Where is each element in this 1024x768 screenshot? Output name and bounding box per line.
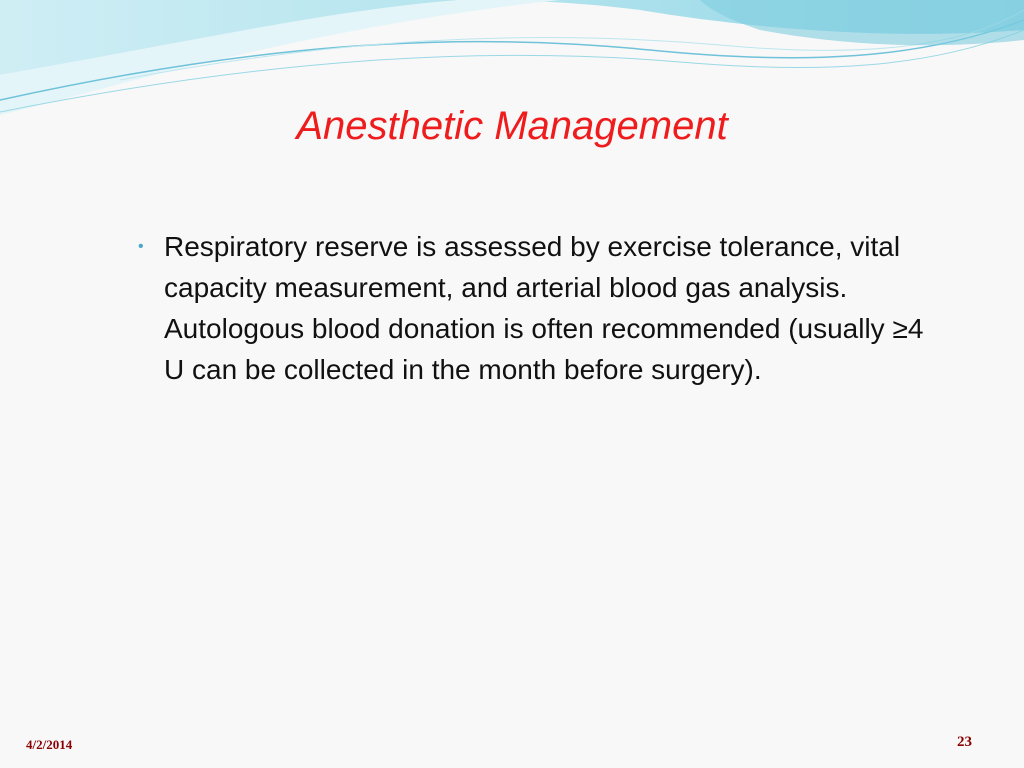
bullet-item [130,226,950,390]
slide-title: Anesthetic Management [296,104,728,148]
footer-date: 4/2/2014 [26,737,73,752]
bullet-marker-icon: • [138,238,144,255]
footer-page-number: 23 [957,734,972,750]
content-area [130,226,950,390]
bullet-text: Respiratory reserve is assessed by exercise tolerance, vital capacity measurement, and arterial blood gas analysis. Autologous blood donation is often recommended (usually ≥4 U can be collected in the month before surgery). [164,231,924,385]
wave-right-swoosh [700,0,1024,45]
bullet-list [130,226,950,390]
